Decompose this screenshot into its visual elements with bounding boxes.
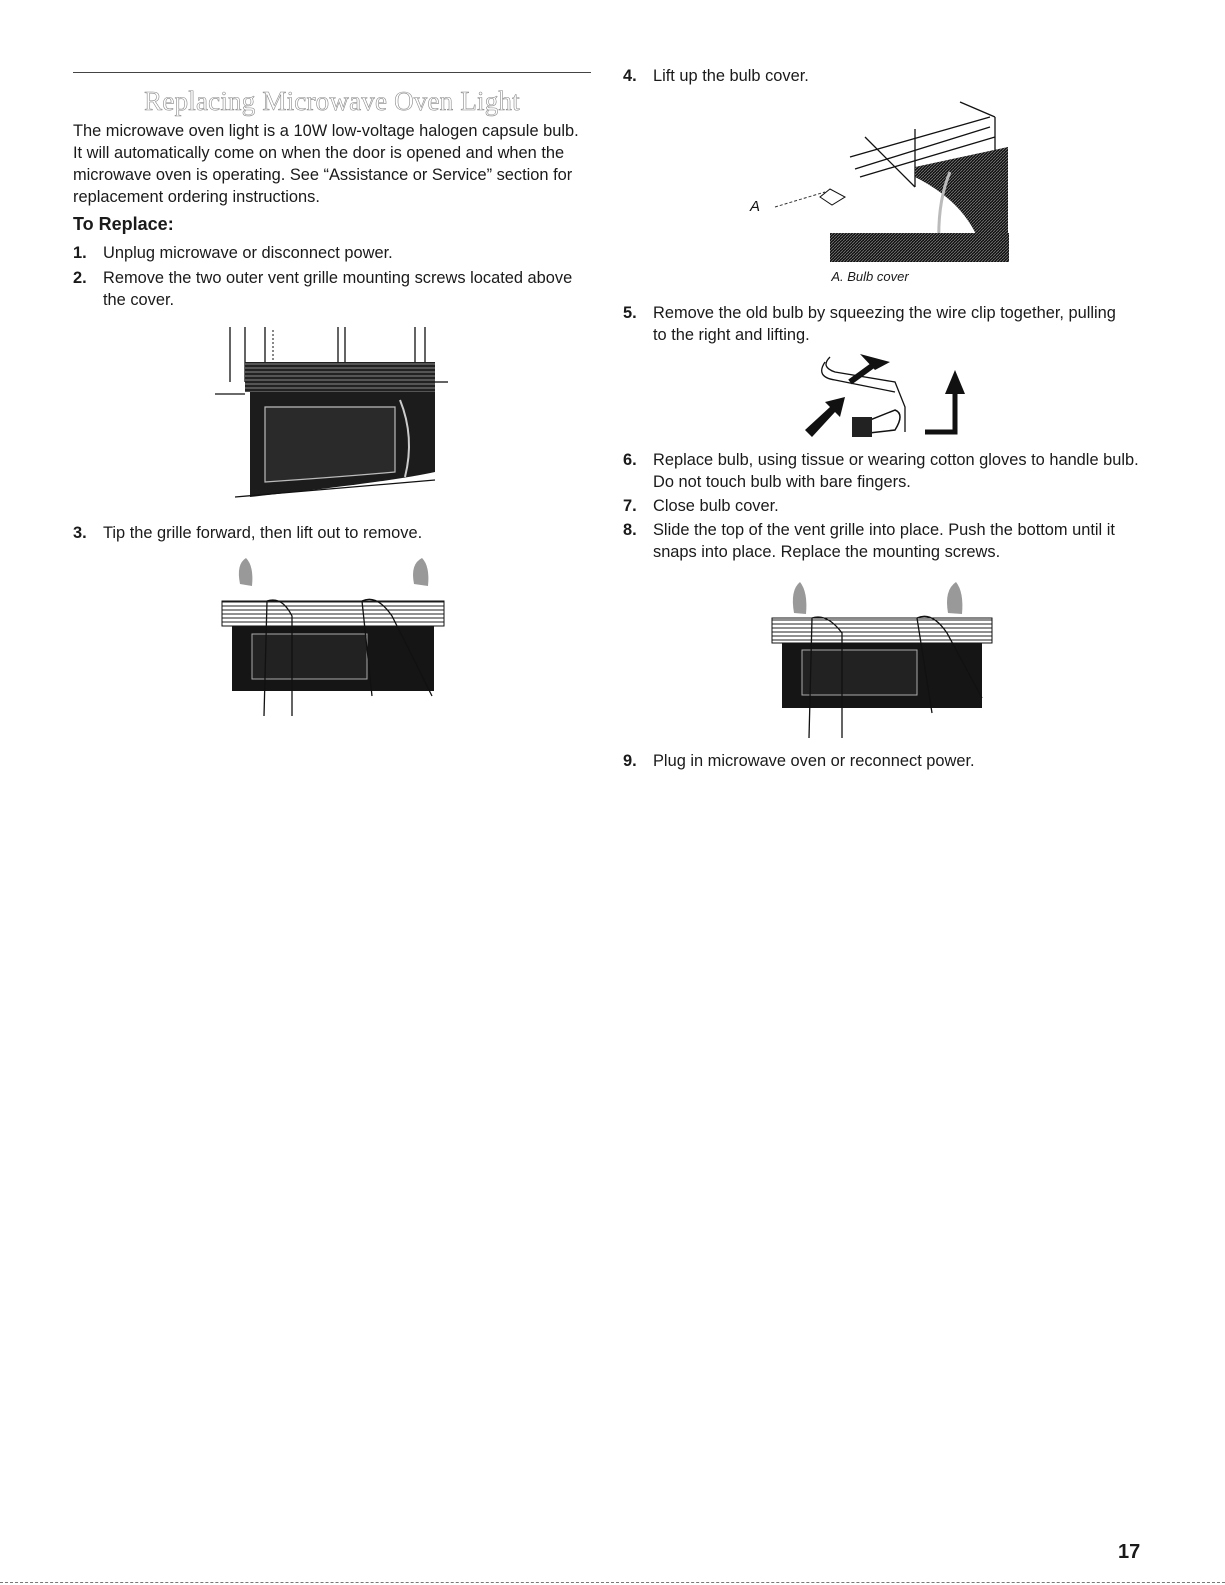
step-4 [623, 66, 1143, 88]
figure-replace-grille [772, 578, 997, 738]
step-text: Plug in microwave oven or reconnect power. [653, 752, 975, 770]
step-6 [623, 450, 1143, 493]
step-text: Remove the two outer vent grille mounting screws located above the cover. [103, 269, 573, 309]
figure-grille-screws [210, 322, 450, 512]
step-text: Slide the top of the vent grille into place. Push the bottom until it snaps into place. Replace the mounting screws. [653, 521, 1115, 561]
page-number: 17 [1118, 1541, 1141, 1563]
figure-tip-grille [222, 556, 452, 716]
figure-bulb-cover [750, 97, 1015, 267]
step-number: 2. [73, 269, 87, 287]
figure-remove-bulb [800, 352, 980, 442]
step-7 [623, 496, 1143, 518]
step-text: Lift up the bulb cover. [653, 67, 809, 85]
step-text: Remove the old bulb by squeezing the wire clip together, pulling to the right and lifting. [653, 304, 1116, 344]
section-rule [73, 72, 591, 73]
step-text: Unplug microwave or disconnect power. [103, 244, 393, 262]
step-number: 4. [623, 67, 637, 85]
step-text: Replace bulb, using tissue or wearing cotton gloves to handle bulb. Do not touch bulb with bare fingers. [653, 451, 1139, 491]
step-number: 6. [623, 451, 637, 469]
step-1 [73, 243, 591, 265]
step-2 [73, 268, 573, 311]
step-number: 9. [623, 752, 637, 770]
section-title: Replacing Microwave Oven Light [144, 86, 520, 116]
bulb-cover-caption: A. Bulb cover [831, 269, 909, 284]
step-number: 8. [623, 521, 637, 539]
step-number: 1. [73, 244, 87, 262]
step-number: 5. [623, 304, 637, 322]
bulb-cover-label: A [750, 198, 761, 215]
step-3 [73, 523, 591, 545]
step-9 [623, 751, 1143, 773]
intro-paragraph: The microwave oven light is a 10W low-voltage halogen capsule bulb. It will automatically come on when the door is opened and when the microwave oven is operating. See “Assistance or Service” section for replacement ordering instructions. [73, 122, 579, 206]
step-5 [623, 303, 1123, 346]
step-number: 7. [623, 497, 637, 515]
step-text: Close bulb cover. [653, 497, 779, 515]
step-8 [623, 520, 1143, 563]
step-number: 3. [73, 524, 87, 542]
step-text: Tip the grille forward, then lift out to remove. [103, 524, 423, 542]
to-replace-heading: To Replace: [73, 214, 174, 234]
